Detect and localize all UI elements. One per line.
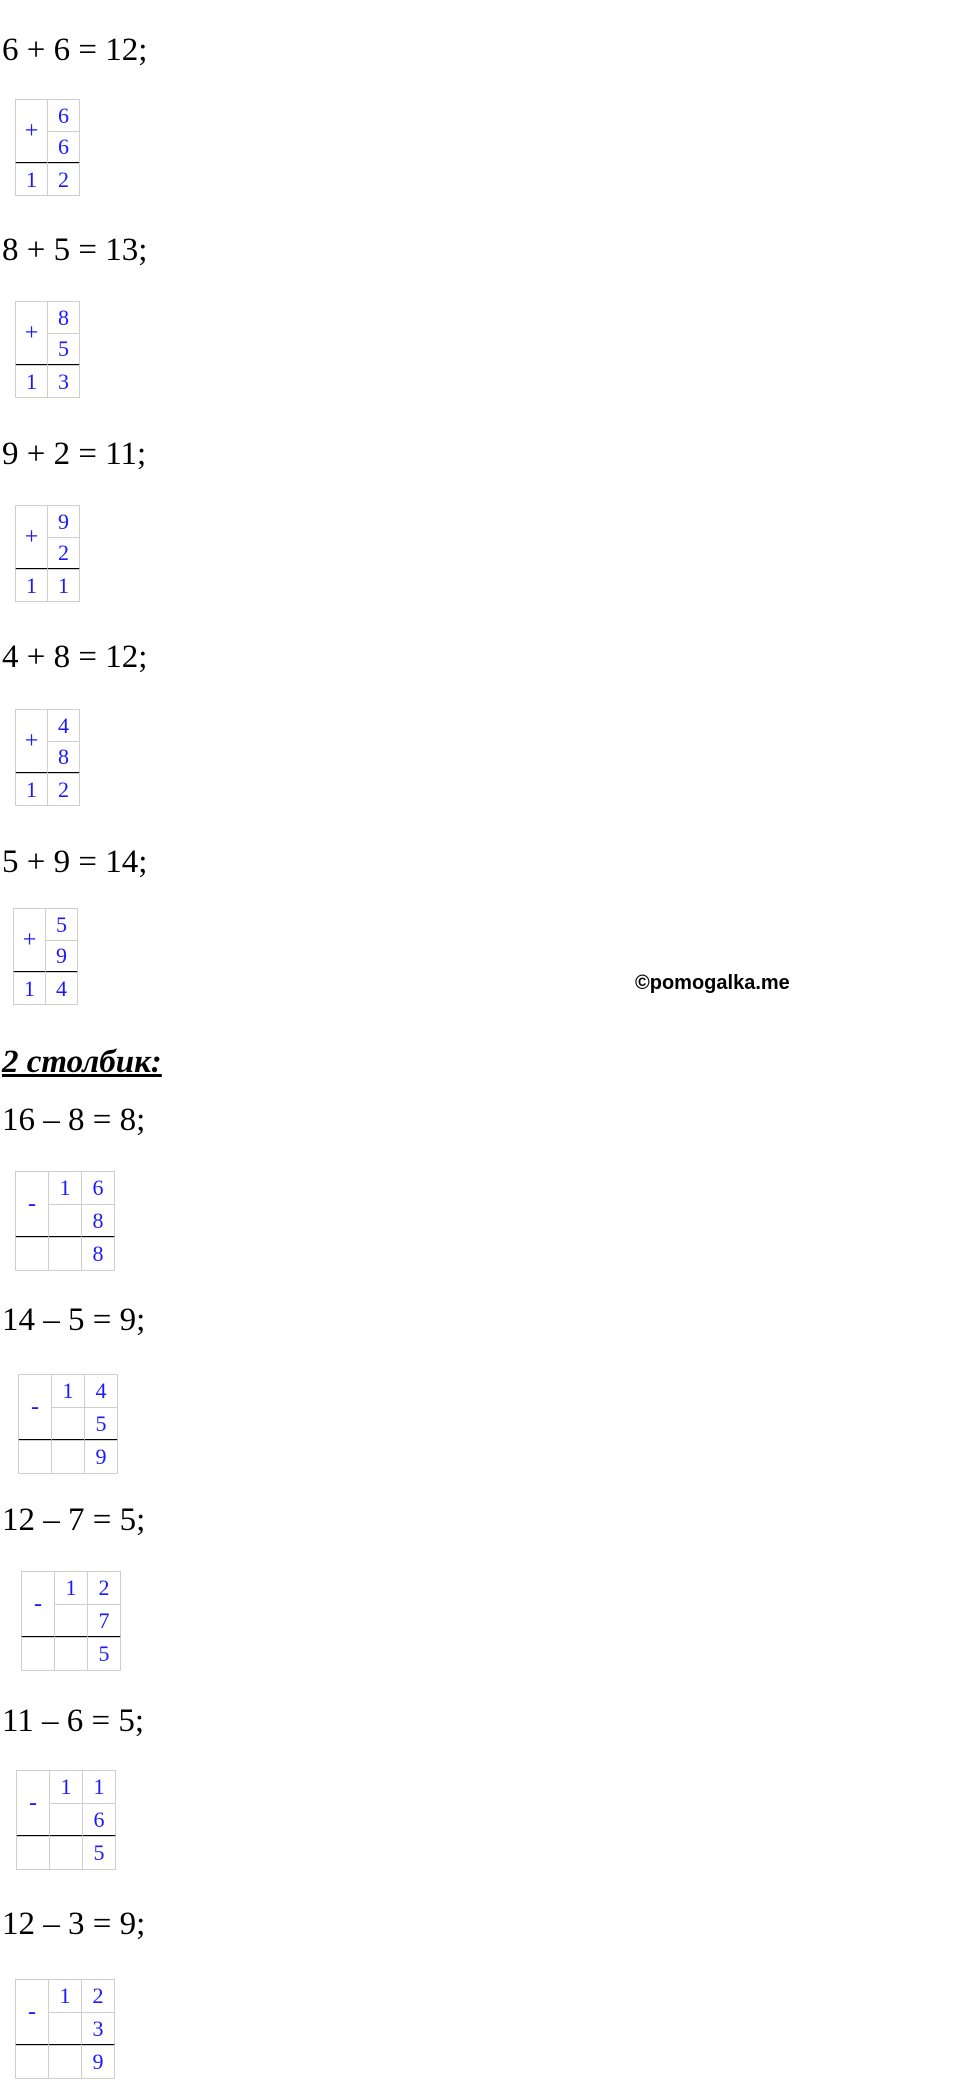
result-digit: 1 (15, 163, 48, 196)
column-subtraction-grid (15, 1171, 114, 1270)
top-digit: 5 (45, 908, 78, 941)
bottom-digit: 8 (81, 1204, 115, 1238)
equation-text: 12 – 3 = 9; (2, 1906, 146, 1942)
bottom-digit (48, 1204, 82, 1238)
top-digit: 2 (81, 1979, 115, 2013)
top-digit: 1 (54, 1571, 88, 1605)
result-digit (18, 1440, 52, 1474)
bottom-digit: 3 (81, 2012, 115, 2046)
plus-sign: + (15, 99, 48, 164)
top-digit: 6 (47, 99, 80, 132)
top-digit: 4 (84, 1374, 118, 1408)
plus-sign: + (15, 301, 48, 366)
result-digit: 2 (47, 163, 80, 196)
bottom-digit: 8 (47, 741, 80, 774)
equation-text: 12 – 7 = 5; (2, 1502, 146, 1538)
result-digit: 5 (82, 1836, 116, 1870)
result-digit (15, 2045, 49, 2079)
result-digit (51, 1440, 85, 1474)
result-digit: 4 (45, 972, 78, 1005)
section-heading: 2 столбик: (2, 1044, 162, 1080)
minus-sign: - (16, 1770, 50, 1837)
plus-sign: + (15, 709, 48, 774)
result-digit (48, 2045, 82, 2079)
result-digit (49, 1836, 83, 1870)
minus-sign: - (15, 1979, 49, 2046)
bottom-digit: 9 (45, 940, 78, 973)
equation-text: 4 + 8 = 12; (2, 639, 148, 675)
plus-sign: + (15, 505, 48, 570)
bottom-digit: 6 (47, 131, 80, 164)
top-digit: 1 (48, 1979, 82, 2013)
equation-text: 11 – 6 = 5; (2, 1703, 145, 1739)
bottom-digit: 5 (84, 1407, 118, 1441)
result-digit (54, 1637, 88, 1671)
watermark-text: ©pomogalka.me (635, 972, 790, 994)
result-digit (15, 1237, 49, 1271)
bottom-digit (54, 1604, 88, 1638)
column-subtraction-grid (16, 1770, 115, 1869)
bottom-digit: 5 (47, 333, 80, 366)
equation-text: 6 + 6 = 12; (2, 32, 148, 68)
top-digit: 8 (47, 301, 80, 334)
top-digit: 1 (82, 1770, 116, 1804)
result-digit (16, 1836, 50, 1870)
bottom-digit: 7 (87, 1604, 121, 1638)
result-digit: 2 (47, 773, 80, 806)
bottom-digit (51, 1407, 85, 1441)
result-digit: 9 (81, 2045, 115, 2079)
column-subtraction-grid (21, 1571, 120, 1670)
minus-sign: - (15, 1171, 49, 1238)
top-digit: 1 (51, 1374, 85, 1408)
result-digit: 1 (15, 569, 48, 602)
equation-text: 8 + 5 = 13; (2, 232, 148, 268)
column-subtraction-grid (15, 1979, 114, 2078)
top-digit: 6 (81, 1171, 115, 1205)
result-digit (48, 1237, 82, 1271)
top-digit: 1 (49, 1770, 83, 1804)
result-digit: 1 (15, 365, 48, 398)
equation-text: 14 – 5 = 9; (2, 1302, 146, 1338)
top-digit: 2 (87, 1571, 121, 1605)
bottom-digit (48, 2012, 82, 2046)
minus-sign: - (18, 1374, 52, 1441)
result-digit: 1 (15, 773, 48, 806)
result-digit (21, 1637, 55, 1671)
equation-text: 5 + 9 = 14; (2, 844, 148, 880)
result-digit: 3 (47, 365, 80, 398)
result-digit: 1 (13, 972, 46, 1005)
column-addition-grid (15, 99, 79, 195)
result-digit: 8 (81, 1237, 115, 1271)
column-subtraction-grid (18, 1374, 117, 1473)
bottom-digit: 2 (47, 537, 80, 570)
column-addition-grid (15, 505, 79, 601)
result-digit: 1 (47, 569, 80, 602)
equation-text: 9 + 2 = 11; (2, 436, 147, 472)
top-digit: 4 (47, 709, 80, 742)
top-digit: 9 (47, 505, 80, 538)
column-addition-grid (15, 709, 79, 805)
bottom-digit (49, 1803, 83, 1837)
top-digit: 1 (48, 1171, 82, 1205)
bottom-digit: 6 (82, 1803, 116, 1837)
plus-sign: + (13, 908, 46, 973)
column-addition-grid (15, 301, 79, 397)
equation-text: 16 – 8 = 8; (2, 1102, 146, 1138)
minus-sign: - (21, 1571, 55, 1638)
result-digit: 9 (84, 1440, 118, 1474)
result-digit: 5 (87, 1637, 121, 1671)
column-addition-grid (13, 908, 77, 1004)
